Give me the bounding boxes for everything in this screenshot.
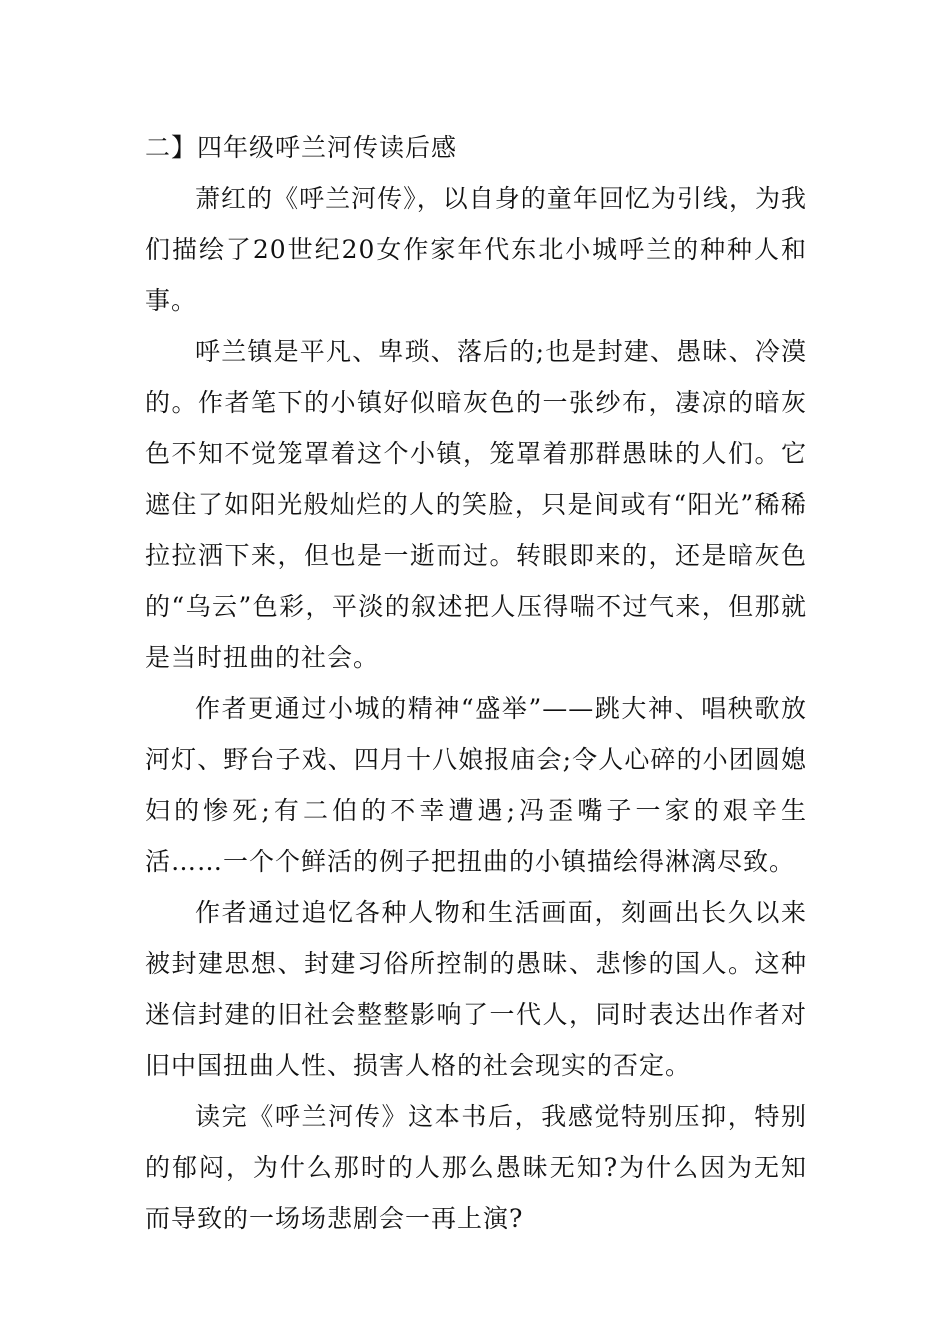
document-body — [145, 122, 807, 1244]
paragraph-festivities: 作者更通过小城的精神“盛举”——跳大神、唱秧歌放河灯、野台子戏、四月十八娘报庙会;令人心碎的小团圆媳妇的惨死;有二伯的不幸遭遇;冯歪嘴子一家的艰辛生活……一个个鲜活的例子把扭曲的小镇描绘得淋漓尽致。 — [145, 694, 807, 876]
section-heading: 二】四年级呼兰河传读后感 — [145, 133, 458, 162]
paragraph-reflection: 读完《呼兰河传》这本书后，我感觉特别压抑，特别的郁闷，为什么那时的人那么愚昧无知?为什么因为无知而导致的一场场悲剧会一再上演? — [145, 1102, 807, 1233]
paragraph-town-description: 呼兰镇是平凡、卑琐、落后的;也是封建、愚昧、冷漠的。作者笔下的小镇好似暗灰色的一张纱布，凄凉的暗灰色不知不觉笼罩着这个小镇，笼罩着那群愚昧的人们。它遮住了如阳光般灿烂的人的笑脸，只是间或有“阳光”稀稀拉拉洒下来，但也是一逝而过。转眼即来的，还是暗灰色的“乌云”色彩，平淡的叙述把人压得喘不过气来，但那就是当时扭曲的社会。 — [145, 337, 807, 672]
paragraph-intro: 萧红的《呼兰河传》，以自身的童年回忆为引线，为我们描绘了20世纪20女作家年代东北小城呼兰的种种人和事。 — [145, 184, 807, 315]
paragraph-characters: 作者通过追忆各种人物和生活画面，刻画出长久以来被封建思想、封建习俗所控制的愚昧、悲惨的国人。这种迷信封建的旧社会整整影响了一代人，同时表达出作者对旧中国扭曲人性、损害人格的社会现实的否定。 — [145, 898, 807, 1080]
